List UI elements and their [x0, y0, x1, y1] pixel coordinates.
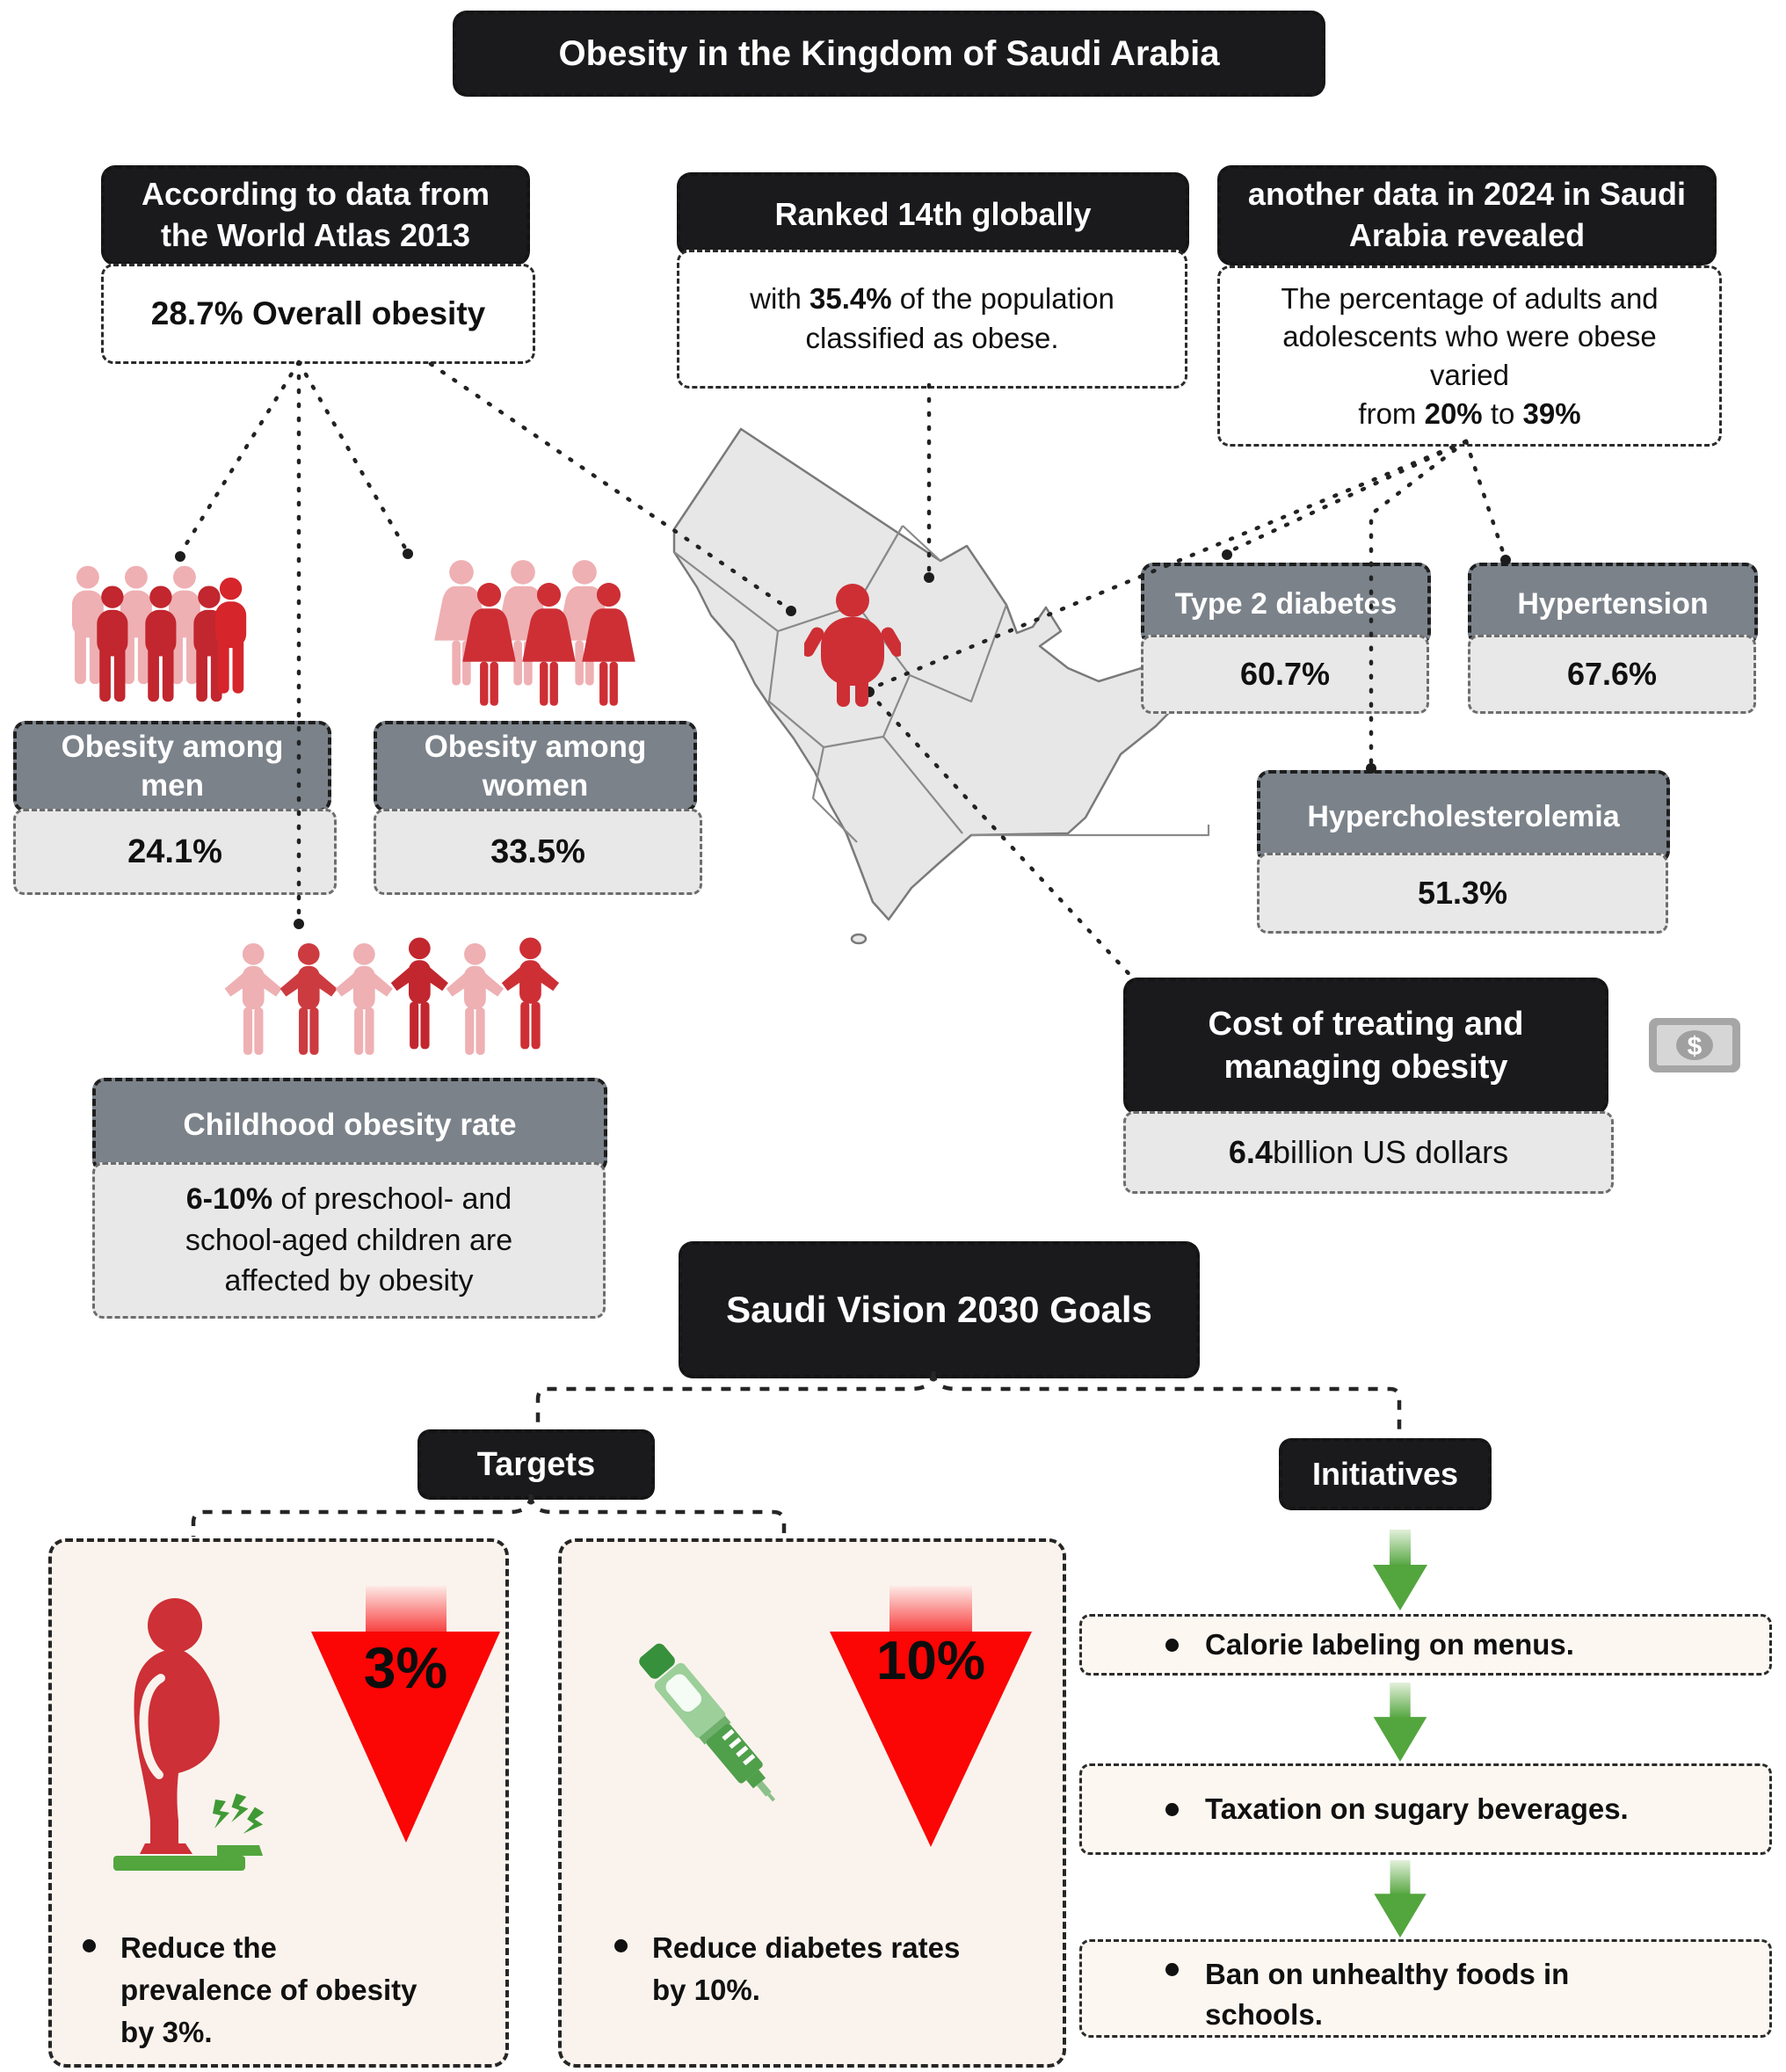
data-2024-text: The percentage of adults and adolescents who were obese varied from 20% to 39% [1281, 281, 1659, 430]
obesity-women-label: Obesity among women [374, 721, 697, 812]
obesity-women-value: 33.5% [374, 809, 702, 895]
men-group-icon [62, 556, 257, 710]
initiatives-label: Initiatives [1279, 1438, 1492, 1510]
saudi-vision-title: Saudi Vision 2030 Goals [679, 1241, 1200, 1378]
ranked-percent: 35.4% [810, 282, 892, 316]
condition-hypercholesterolemia-label: Hypercholesterolemia [1257, 770, 1670, 863]
condition-hypertension-value: 67.6% [1468, 635, 1756, 714]
initiative-text: Taxation on sugary beverages. [1205, 1792, 1629, 1825]
target-obesity-percent: 3% [363, 1635, 448, 1700]
cost-header: Cost of treating and managing obesity [1123, 978, 1608, 1115]
cost-value: 6.4 billion US dollars [1123, 1111, 1614, 1194]
world-atlas-2013-value: 28.7% Overall obesity [101, 264, 535, 364]
initiative-text: Ban on unhealthy foods in schools. [1205, 1958, 1570, 2032]
cost-amount: 6.4 [1228, 1134, 1273, 1170]
red-down-triangle-icon [311, 1586, 500, 1850]
obesity-men-value: 24.1% [13, 809, 337, 895]
childhood-obesity-label: Childhood obesity rate [92, 1078, 607, 1173]
page-title: Obesity in the Kingdom of Saudi Arabia [453, 11, 1325, 97]
women-group-icon [428, 559, 646, 710]
data-2024-body [1217, 265, 1722, 447]
money-icon [1649, 1011, 1740, 1078]
initiative-item-calorie-labeling [1079, 1614, 1772, 1676]
ranked-header: Ranked 14th globally [677, 172, 1189, 257]
condition-type2-diabetes-label: Type 2 diabetes [1141, 563, 1431, 645]
target-obesity-bullet [83, 1927, 478, 2054]
children-group-icon [218, 932, 570, 1065]
dollar-sign: $ [1687, 1032, 1703, 1061]
targets-label: Targets [417, 1429, 655, 1500]
bullet-dot [1165, 1639, 1179, 1652]
childhood-obesity-value [92, 1162, 606, 1319]
ranked-text: with 35.4% of the population classified as obese. [750, 282, 1114, 354]
green-down-arrow-icon [1366, 1683, 1434, 1763]
target-diabetes-text: Reduce diabetes rates by 10%. [652, 1931, 961, 2006]
green-down-arrow-icon [1366, 1860, 1434, 1939]
initiative-item-taxation [1079, 1763, 1772, 1855]
target-card-obesity [48, 1538, 509, 2068]
insulin-pen-icon [610, 1603, 799, 1832]
world-atlas-2013-header: According to data from the World Atlas 2013 [101, 165, 530, 265]
target-card-diabetes [558, 1538, 1066, 2068]
childhood-percent: 6-10% [185, 1181, 273, 1216]
red-down-triangle-icon [830, 1586, 1032, 1854]
obese-person-icon [804, 582, 901, 714]
data-2024-header: another data in 2024 in Saudi Arabia revealed [1217, 165, 1717, 265]
condition-hypertension-label: Hypertension [1468, 563, 1758, 645]
target-diabetes-percent: 10% [875, 1631, 986, 1691]
condition-type2-diabetes-value: 60.7% [1141, 635, 1429, 714]
person-on-scale-icon [87, 1590, 289, 1894]
target-diabetes-bullet [614, 1927, 1027, 2011]
obesity-men-label: Obesity among men [13, 721, 331, 812]
data-2024-high: 39% [1522, 396, 1581, 430]
data-2024-low: 20% [1424, 396, 1483, 430]
bullet-dot [614, 1939, 628, 1952]
ranked-body [677, 250, 1187, 389]
bullet-dot [1165, 1963, 1179, 1976]
initiative-text: Calorie labeling on menus. [1205, 1627, 1574, 1661]
condition-hypercholesterolemia-value: 51.3% [1257, 853, 1668, 934]
green-down-arrow-icon [1366, 1530, 1434, 1612]
bullet-dot [83, 1939, 96, 1952]
bullet-dot [1165, 1803, 1179, 1816]
target-obesity-text: Reduce the prevalence of obesity by 3%. [120, 1931, 417, 2048]
initiative-item-school-food-ban [1079, 1939, 1772, 2038]
childhood-obesity-text: 6-10% of preschool- and school-aged children are affected by obesity [185, 1181, 513, 1298]
